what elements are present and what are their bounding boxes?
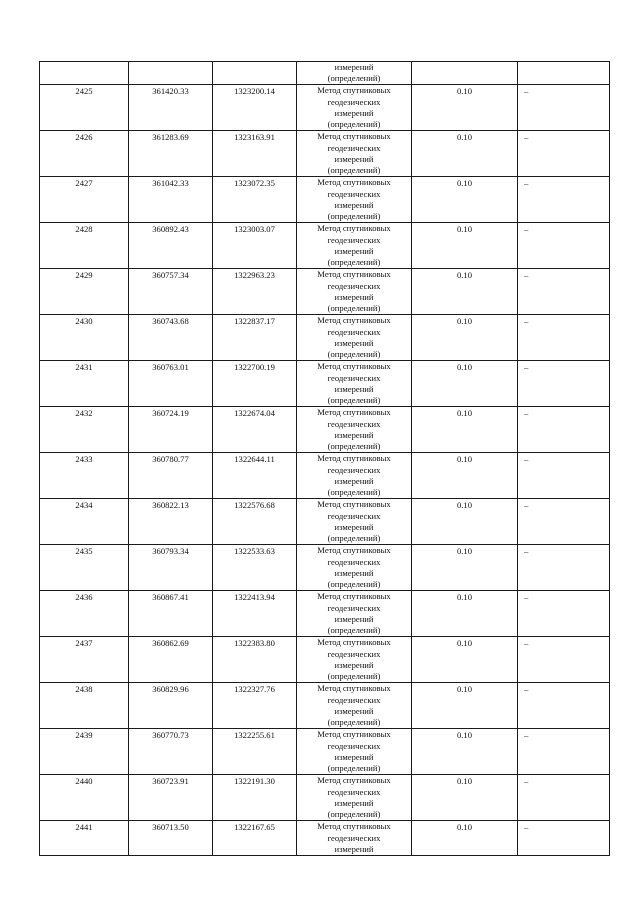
continuation-row [40, 62, 610, 85]
method-line: (определений) [327, 73, 381, 84]
method-line: измерений [334, 613, 374, 624]
table-row [40, 269, 610, 315]
table-row [40, 315, 610, 361]
table-row [40, 223, 610, 269]
method-line: Метод спутниковых [317, 177, 391, 188]
accuracy-cell: 0.10 [412, 775, 518, 821]
method-line: измерений [334, 291, 374, 302]
y-cell [213, 62, 297, 85]
y-coordinate-cell: 1323163.91 [213, 131, 297, 177]
method-line: (определений) [327, 395, 381, 406]
note-cell: – [518, 85, 610, 131]
method-line: (определений) [327, 579, 381, 590]
table-row [40, 775, 610, 821]
table-row [40, 407, 610, 453]
method-cell [297, 361, 412, 407]
x-coordinate-cell: 360862.69 [129, 637, 213, 683]
point-number-cell: 2430 [40, 315, 129, 361]
point-number-cell: 2432 [40, 407, 129, 453]
table-row [40, 591, 610, 637]
method-line: Метод спутниковых [317, 315, 391, 326]
table-row [40, 453, 610, 499]
y-coordinate-cell: 1322674.04 [213, 407, 297, 453]
method-cell [297, 821, 412, 856]
method-line: (определений) [327, 441, 381, 452]
x-coordinate-cell: 360793.34 [129, 545, 213, 591]
method-line: измерений [334, 475, 374, 486]
note-cell: – [518, 315, 610, 361]
table-row [40, 499, 610, 545]
method-line: (определений) [327, 211, 381, 222]
method-cell [297, 269, 412, 315]
point-number-cell: 2441 [40, 821, 129, 856]
table-row [40, 85, 610, 131]
method-line: геодезических [327, 602, 381, 613]
method-line: Метод спутниковых [317, 821, 391, 832]
point-cell [40, 62, 129, 85]
y-coordinate-cell: 1322700.19 [213, 361, 297, 407]
method-line: Метод спутниковых [317, 637, 391, 648]
method-line: Метод спутниковых [317, 499, 391, 510]
method-line: Метод спутниковых [317, 453, 391, 464]
note-cell [518, 62, 610, 85]
method-cell [297, 591, 412, 637]
x-coordinate-cell: 360780.77 [129, 453, 213, 499]
method-line: геодезических [327, 96, 381, 107]
x-coordinate-cell: 360867.41 [129, 591, 213, 637]
point-number-cell: 2431 [40, 361, 129, 407]
method-cell [297, 453, 412, 499]
note-cell: – [518, 131, 610, 177]
method-line: геодезических [327, 234, 381, 245]
method-line: измерений [334, 751, 374, 762]
note-cell: – [518, 591, 610, 637]
point-number-cell: 2436 [40, 591, 129, 637]
method-line: (определений) [327, 487, 381, 498]
y-coordinate-cell: 1322191.30 [213, 775, 297, 821]
point-number-cell: 2435 [40, 545, 129, 591]
y-coordinate-cell: 1323072.35 [213, 177, 297, 223]
x-coordinate-cell: 361420.33 [129, 85, 213, 131]
method-line: измерений [334, 245, 374, 256]
y-coordinate-cell: 1322644.11 [213, 453, 297, 499]
method-line: измерений [334, 153, 374, 164]
method-line: измерений [334, 429, 374, 440]
method-line: Метод спутниковых [317, 407, 391, 418]
note-cell: – [518, 729, 610, 775]
y-coordinate-cell: 1322413.94 [213, 591, 297, 637]
method-line: (определений) [327, 349, 381, 360]
method-cell [297, 683, 412, 729]
method-line: (определений) [327, 763, 381, 774]
method-line: измерений [334, 659, 374, 670]
accuracy-cell: 0.10 [412, 683, 518, 729]
method-line: измерений [334, 199, 374, 210]
note-cell: – [518, 821, 610, 856]
accuracy-cell: 0.10 [412, 85, 518, 131]
method-line: геодезических [327, 740, 381, 751]
point-number-cell: 2440 [40, 775, 129, 821]
method-line: измерений [334, 843, 374, 854]
method-line: измерений [334, 567, 374, 578]
accuracy-cell: 0.10 [412, 177, 518, 223]
coordinates-table [39, 61, 610, 856]
method-line: Метод спутниковых [317, 85, 391, 96]
method-line: измерений [334, 107, 374, 118]
method-line: геодезических [327, 694, 381, 705]
method-line: (определений) [327, 625, 381, 636]
accuracy-cell: 0.10 [412, 821, 518, 856]
point-number-cell: 2426 [40, 131, 129, 177]
accuracy-cell: 0.10 [412, 131, 518, 177]
method-line: Метод спутниковых [317, 775, 391, 786]
method-line: Метод спутниковых [317, 729, 391, 740]
method-line: Метод спутниковых [317, 545, 391, 556]
note-cell: – [518, 177, 610, 223]
accuracy-cell: 0.10 [412, 637, 518, 683]
accuracy-cell: 0.10 [412, 361, 518, 407]
note-cell: – [518, 361, 610, 407]
accuracy-cell: 0.10 [412, 223, 518, 269]
x-coordinate-cell: 360770.73 [129, 729, 213, 775]
method-cell [297, 775, 412, 821]
method-cell [297, 131, 412, 177]
note-cell: – [518, 269, 610, 315]
x-coordinate-cell: 360892.43 [129, 223, 213, 269]
accuracy-cell: 0.10 [412, 545, 518, 591]
method-line: (определений) [327, 717, 381, 728]
method-line: измерений [334, 337, 374, 348]
coordinates-table-body [40, 62, 610, 856]
table-row [40, 729, 610, 775]
method-line: геодезических [327, 786, 381, 797]
table-row [40, 361, 610, 407]
method-line: измерений [334, 62, 374, 72]
method-line: геодезических [327, 418, 381, 429]
y-coordinate-cell: 1322963.23 [213, 269, 297, 315]
point-number-cell: 2439 [40, 729, 129, 775]
method-line: Метод спутниковых [317, 591, 391, 602]
table-row [40, 683, 610, 729]
accuracy-cell: 0.10 [412, 499, 518, 545]
y-coordinate-cell: 1322255.61 [213, 729, 297, 775]
method-line: геодезических [327, 832, 381, 843]
method-line: (определений) [327, 809, 381, 820]
method-cell [297, 407, 412, 453]
x-coordinate-cell: 360763.01 [129, 361, 213, 407]
method-line: (определений) [327, 533, 381, 544]
accuracy-cell: 0.10 [412, 591, 518, 637]
x-coordinate-cell: 360743.68 [129, 315, 213, 361]
method-line: геодезических [327, 648, 381, 659]
table-row [40, 131, 610, 177]
method-line: (определений) [327, 303, 381, 314]
method-cell [297, 545, 412, 591]
method-line: Метод спутниковых [317, 683, 391, 694]
method-cell [297, 315, 412, 361]
point-number-cell: 2434 [40, 499, 129, 545]
accuracy-cell [412, 62, 518, 85]
table-row [40, 177, 610, 223]
point-number-cell: 2429 [40, 269, 129, 315]
method-cell [297, 499, 412, 545]
method-cell [297, 729, 412, 775]
point-number-cell: 2437 [40, 637, 129, 683]
y-coordinate-cell: 1322837.17 [213, 315, 297, 361]
y-coordinate-cell: 1322533.63 [213, 545, 297, 591]
y-coordinate-cell: 1322167.65 [213, 821, 297, 856]
y-coordinate-cell: 1323003.07 [213, 223, 297, 269]
method-cell [297, 85, 412, 131]
table-row [40, 637, 610, 683]
method-cell [297, 223, 412, 269]
y-coordinate-cell: 1322383.80 [213, 637, 297, 683]
y-coordinate-cell: 1322576.68 [213, 499, 297, 545]
method-line: геодезических [327, 280, 381, 291]
accuracy-cell: 0.10 [412, 315, 518, 361]
method-cell [297, 637, 412, 683]
point-number-cell: 2433 [40, 453, 129, 499]
table-row [40, 545, 610, 591]
point-number-cell: 2425 [40, 85, 129, 131]
method-line: (определений) [327, 257, 381, 268]
accuracy-cell: 0.10 [412, 407, 518, 453]
x-coordinate-cell: 360822.13 [129, 499, 213, 545]
point-number-cell: 2438 [40, 683, 129, 729]
method-line: измерений [334, 383, 374, 394]
x-coordinate-cell: 360724.19 [129, 407, 213, 453]
x-coordinate-cell: 360829.96 [129, 683, 213, 729]
method-line: геодезических [327, 142, 381, 153]
x-cell [129, 62, 213, 85]
note-cell: – [518, 545, 610, 591]
x-coordinate-cell: 360757.34 [129, 269, 213, 315]
method-line: геодезических [327, 372, 381, 383]
x-coordinate-cell: 361042.33 [129, 177, 213, 223]
x-coordinate-cell: 361283.69 [129, 131, 213, 177]
method-line: геодезических [327, 326, 381, 337]
method-line: измерений [334, 705, 374, 716]
point-number-cell: 2427 [40, 177, 129, 223]
method-line: (определений) [327, 671, 381, 682]
note-cell: – [518, 637, 610, 683]
method-line: Метод спутниковых [317, 269, 391, 280]
method-line: геодезических [327, 556, 381, 567]
note-cell: – [518, 499, 610, 545]
x-coordinate-cell: 360713.50 [129, 821, 213, 856]
note-cell: – [518, 775, 610, 821]
method-line: геодезических [327, 510, 381, 521]
method-line: (определений) [327, 165, 381, 176]
accuracy-cell: 0.10 [412, 729, 518, 775]
method-line: Метод спутниковых [317, 223, 391, 234]
x-coordinate-cell: 360723.91 [129, 775, 213, 821]
accuracy-cell: 0.10 [412, 453, 518, 499]
y-coordinate-cell: 1322327.76 [213, 683, 297, 729]
method-line: Метод спутниковых [317, 361, 391, 372]
accuracy-cell: 0.10 [412, 269, 518, 315]
point-number-cell: 2428 [40, 223, 129, 269]
table-row [40, 821, 610, 856]
method-line: геодезических [327, 464, 381, 475]
method-line: измерений [334, 797, 374, 808]
method-line: Метод спутниковых [317, 131, 391, 142]
note-cell: – [518, 223, 610, 269]
note-cell: – [518, 683, 610, 729]
method-cell [297, 62, 412, 85]
y-coordinate-cell: 1323200.14 [213, 85, 297, 131]
method-line: измерений [334, 521, 374, 532]
method-line: (определений) [327, 119, 381, 130]
method-line: геодезических [327, 188, 381, 199]
note-cell: – [518, 453, 610, 499]
method-cell [297, 177, 412, 223]
note-cell: – [518, 407, 610, 453]
